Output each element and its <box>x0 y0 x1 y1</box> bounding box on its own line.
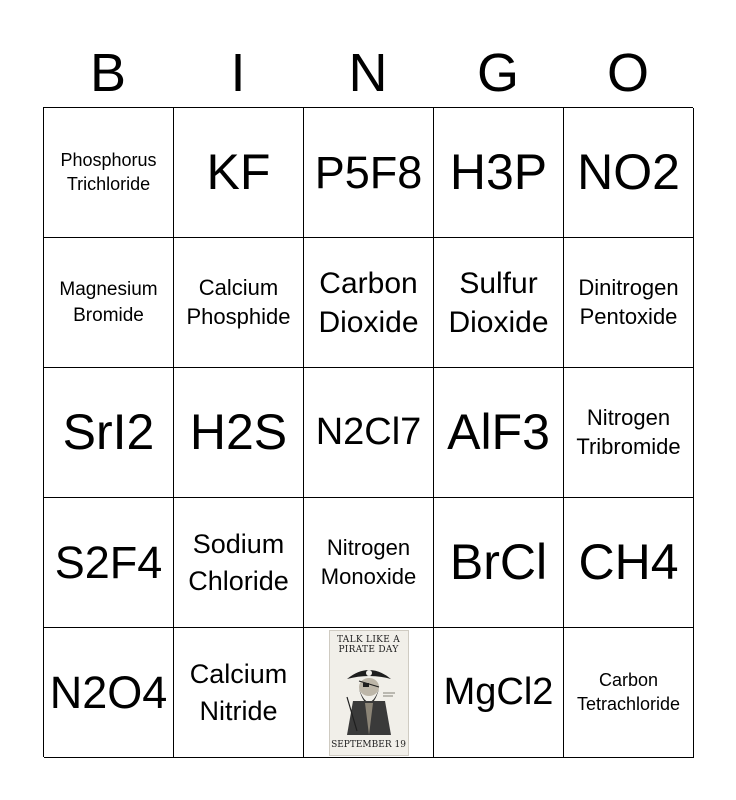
cell-text: Sodium Chloride <box>188 529 289 596</box>
free-space-cell[interactable] <box>304 628 434 758</box>
cell-text: KF <box>206 144 271 200</box>
bingo-cell[interactable] <box>174 238 304 368</box>
bingo-cell[interactable] <box>304 368 434 498</box>
bingo-cell[interactable] <box>564 238 694 368</box>
cell-text: N2Cl7 <box>315 410 422 453</box>
bingo-cell[interactable] <box>304 498 434 628</box>
cell-text: Sulfur Dioxide <box>448 266 549 339</box>
cell-text: Carbon Dioxide <box>318 266 419 339</box>
bingo-cell[interactable] <box>434 498 564 628</box>
cell-text: Calcium Phosphide <box>186 274 291 329</box>
bingo-cell[interactable] <box>44 238 174 368</box>
bingo-cell[interactable] <box>434 628 564 758</box>
header-letter-n: N <box>348 43 388 103</box>
bingo-cell[interactable] <box>434 108 564 238</box>
cell-text: Carbon Tetrachloride <box>576 670 681 714</box>
cell-text: MgCl2 <box>443 670 554 713</box>
cell-text: Nitrogen Monoxide <box>320 534 417 589</box>
cell-text: BrCl <box>449 534 548 590</box>
bingo-cell[interactable] <box>564 628 694 758</box>
cell-text: S2F4 <box>54 536 163 588</box>
cell-text: CH4 <box>578 534 679 590</box>
bingo-cell[interactable] <box>44 368 174 498</box>
bingo-header <box>43 40 693 106</box>
bingo-cell[interactable] <box>434 238 564 368</box>
cell-text: Nitrogen Tribromide <box>576 404 681 459</box>
cell-text: Phosphorus Trichloride <box>60 150 157 194</box>
bingo-cell[interactable] <box>304 238 434 368</box>
header-letter-o: O <box>606 43 649 103</box>
header-letter-b: B <box>89 43 127 103</box>
cell-text: Dinitrogen Pentoxide <box>578 274 679 329</box>
poster-top-text: TALK LIKE A PIRATE DAY <box>336 634 401 655</box>
cell-text: H3P <box>449 144 548 200</box>
bingo-cell[interactable] <box>174 108 304 238</box>
bingo-board <box>43 107 693 757</box>
bingo-cell[interactable] <box>304 108 434 238</box>
cell-text: P5F8 <box>314 146 423 198</box>
cell-text: AlF3 <box>447 404 550 460</box>
bingo-cell[interactable] <box>434 368 564 498</box>
bingo-cell[interactable] <box>44 498 174 628</box>
cell-text: NO2 <box>577 144 680 200</box>
poster-bottom-text: SEPTEMBER 19 <box>331 739 406 750</box>
pirate-poster-icon <box>329 630 409 756</box>
bingo-cell[interactable] <box>174 498 304 628</box>
bingo-cell[interactable] <box>564 368 694 498</box>
bingo-cell[interactable] <box>174 368 304 498</box>
cell-text: H2S <box>189 404 288 460</box>
header-letter-g: G <box>476 43 519 103</box>
bingo-cell[interactable] <box>44 628 174 758</box>
cell-text: N2O4 <box>49 666 168 718</box>
bingo-cell[interactable] <box>564 108 694 238</box>
cell-text: SrI2 <box>62 404 155 460</box>
cell-text: Magnesium Bromide <box>59 278 158 326</box>
pirate-figure-icon <box>339 657 399 735</box>
cell-text: Calcium Nitride <box>189 659 288 726</box>
bingo-cell[interactable] <box>44 108 174 238</box>
bingo-cell[interactable] <box>174 628 304 758</box>
bingo-cell[interactable] <box>564 498 694 628</box>
header-letter-i: I <box>230 43 246 103</box>
